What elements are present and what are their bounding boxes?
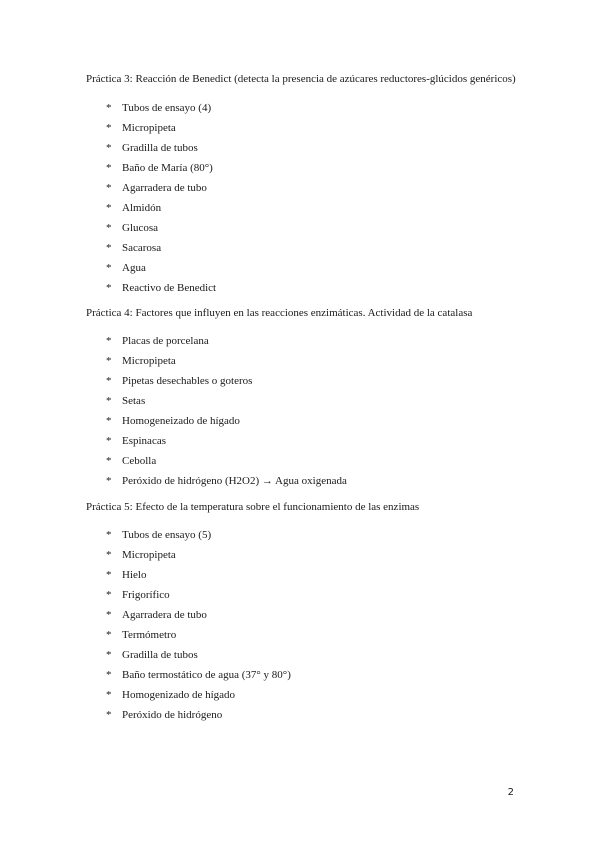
- section-practica-3: [86, 72, 566, 294]
- list-item: * Reactivo de Benedict: [106, 278, 216, 298]
- materials-list: [106, 98, 216, 298]
- bullet-icon: *: [106, 242, 112, 254]
- bullet-icon: *: [106, 669, 112, 681]
- list-item: * Peróxido de hidrógeno (H2O2) → Agua oxigenada: [106, 471, 347, 491]
- bullet-icon: *: [106, 122, 112, 134]
- section-practica-4: [86, 306, 566, 487]
- list-item: * Micropipeta: [106, 118, 216, 138]
- bullet-icon: *: [106, 589, 112, 601]
- list-item: * Baño de María (80°): [106, 158, 216, 178]
- bullet-icon: *: [106, 395, 112, 407]
- list-item: * Gradilla de tubos: [106, 138, 216, 158]
- list-item: * Micropipeta: [106, 351, 347, 371]
- bullet-icon: *: [106, 182, 112, 194]
- list-item: * Micropipeta: [106, 545, 291, 565]
- list-item: * Agarradera de tubo: [106, 178, 216, 198]
- page-number: 2: [507, 787, 514, 798]
- bullet-icon: *: [106, 162, 112, 174]
- bullet-icon: *: [106, 282, 112, 294]
- materials-list: [106, 525, 291, 725]
- bullet-icon: *: [106, 262, 112, 274]
- bullet-icon: *: [106, 629, 112, 641]
- bullet-icon: *: [106, 475, 112, 487]
- list-item: * Homogeneizado de hígado: [106, 411, 347, 431]
- list-item: * Baño termostático de agua (37° y 80°): [106, 665, 291, 685]
- bullet-icon: *: [106, 609, 112, 621]
- list-item: * Termómetro: [106, 625, 291, 645]
- materials-list: [106, 331, 347, 491]
- section-heading: Práctica 5: Efecto de la temperatura sobre el funcionamiento de las enzimas: [86, 501, 420, 513]
- bullet-icon: *: [106, 549, 112, 561]
- list-item: * Agarradera de tubo: [106, 605, 291, 625]
- list-item: * Sacarosa: [106, 238, 216, 258]
- section-heading: Práctica 4: Factores que influyen en las reacciones enzimáticas. Actividad de la catalasa: [86, 307, 473, 319]
- list-item: * Homogenizado de hígado: [106, 685, 291, 705]
- list-item: * Setas: [106, 391, 347, 411]
- list-item: * Cebolla: [106, 451, 347, 471]
- list-item: * Placas de porcelana: [106, 331, 347, 351]
- list-item: * Tubos de ensayo (4): [106, 98, 216, 118]
- list-item: * Gradilla de tubos: [106, 645, 291, 665]
- bullet-icon: *: [106, 355, 112, 367]
- list-item: * Espinacas: [106, 431, 347, 451]
- bullet-icon: *: [106, 649, 112, 661]
- list-item: * Hielo: [106, 565, 291, 585]
- list-item: * Tubos de ensayo (5): [106, 525, 291, 545]
- list-item: * Peróxido de hidrógeno: [106, 705, 291, 725]
- section-practica-5: [86, 500, 566, 721]
- bullet-icon: *: [106, 415, 112, 427]
- bullet-icon: *: [106, 335, 112, 347]
- list-item: * Agua: [106, 258, 216, 278]
- bullet-icon: *: [106, 102, 112, 114]
- bullet-icon: *: [106, 222, 112, 234]
- bullet-icon: *: [106, 202, 112, 214]
- list-item: * Glucosa: [106, 218, 216, 238]
- bullet-icon: *: [106, 375, 112, 387]
- list-item: * Frigorífico: [106, 585, 291, 605]
- bullet-icon: *: [106, 709, 112, 721]
- bullet-icon: *: [106, 689, 112, 701]
- bullet-icon: *: [106, 435, 112, 447]
- bullet-icon: *: [106, 142, 112, 154]
- section-heading: Práctica 3: Reacción de Benedict (detecta la presencia de azúcares reductores-glúcidos genéricos): [86, 73, 516, 85]
- list-item: * Almidón: [106, 198, 216, 218]
- list-item: * Pipetas desechables o goteros: [106, 371, 347, 391]
- bullet-icon: *: [106, 569, 112, 581]
- bullet-icon: *: [106, 455, 112, 467]
- bullet-icon: *: [106, 529, 112, 541]
